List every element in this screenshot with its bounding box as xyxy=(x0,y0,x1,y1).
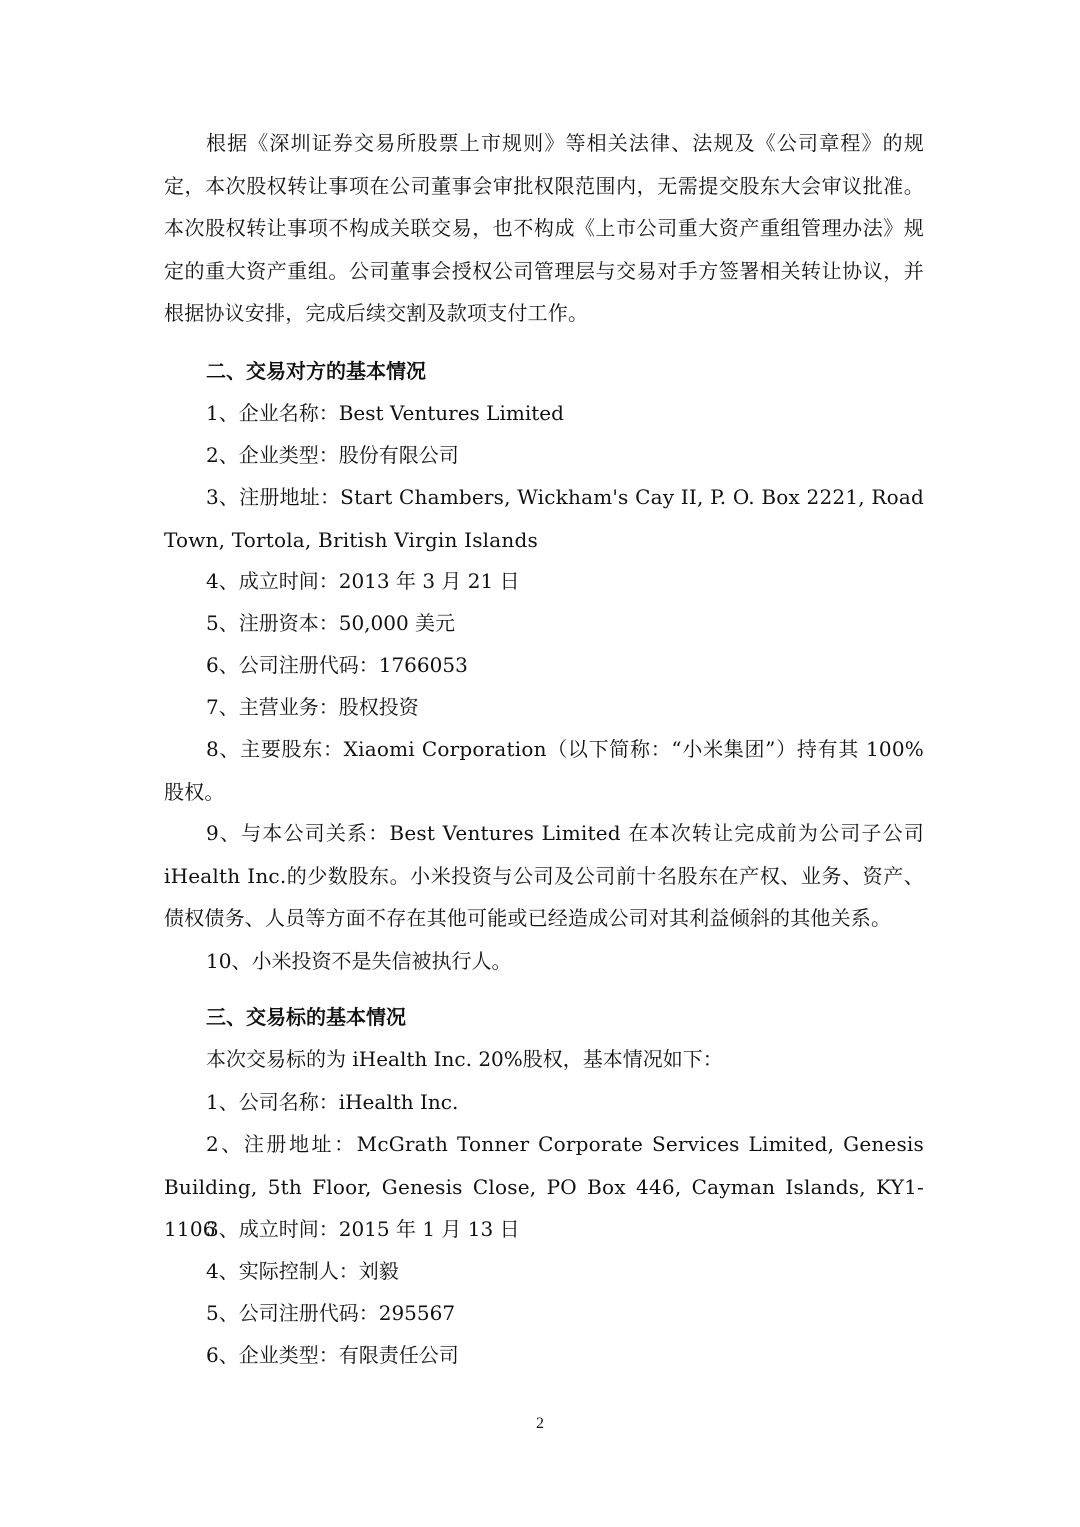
section-3-intro: 本次交易标的为 iHealth Inc. 20%股权，基本情况如下： xyxy=(206,1047,723,1071)
section-2-item-9: 9、与本公司关系：Best Ventures Limited 在本次转让完成前为公司子公司 iHealth Inc.的少数股东。小米投资与公司及公司前十名股东在产权、业务、资产、债权债务、人员等方面不存在其他可能或已经造成公司对其利益倾斜的其他关系。 xyxy=(164,821,924,930)
section-2-item-4: 4、成立时间：2013 年 3 月 21 日 xyxy=(206,569,520,593)
section-3-item-6: 6、企业类型：有限责任公司 xyxy=(206,1343,459,1367)
section-2-item-6: 6、公司注册代码：1766053 xyxy=(206,653,468,677)
section-3-item-4: 4、实际控制人：刘毅 xyxy=(206,1259,399,1283)
section-3-item-2: 2、注册地址：McGrath Tonner Corporate Services Limited, Genesis Building, 5th Floor, Genesis Close, PO Box 446, Cayman Islands, KY1-1106 xyxy=(164,1132,924,1241)
section-3-heading: 三、交易标的基本情况 xyxy=(206,1005,406,1029)
section-2-item-7: 7、主营业务：股权投资 xyxy=(206,695,419,719)
section-2-heading: 二、交易对方的基本情况 xyxy=(206,359,426,383)
section-2-item-5: 5、注册资本：50,000 美元 xyxy=(206,611,456,635)
page-number: 2 xyxy=(536,1415,544,1432)
section-2-item-3: 3、注册地址：Start Chambers, Wickham's Cay II, P. O. Box 2221, Road Town, Tortola, British Virgin Islands xyxy=(164,485,924,552)
section-3-item-5: 5、公司注册代码：295567 xyxy=(206,1301,456,1325)
section-2-item-2: 2、企业类型：股份有限公司 xyxy=(206,443,459,467)
section-3-item-1: 1、公司名称：iHealth Inc. xyxy=(206,1090,459,1114)
section-2-item-1: 1、企业名称：Best Ventures Limited xyxy=(206,401,564,425)
intro-paragraph: 根据《深圳证券交易所股票上市规则》等相关法律、法规及《公司章程》的规定，本次股权转让事项在公司董事会审批权限范围内，无需提交股东大会审议批准。本次股权转让事项不构成关联交易，也不构成《上市公司重大资产重组管理办法》规定的重大资产重组。公司董事会授权公司管理层与交易对手方签署相关转让协议，并根据协议安排，完成后续交割及款项支付工作。 xyxy=(164,131,924,325)
section-2-item-8: 8、主要股东：Xiaomi Corporation（以下简称：“小米集团”）持有其 100%股权。 xyxy=(164,737,924,804)
section-3-item-3: 3、成立时间：2015 年 1 月 13 日 xyxy=(206,1217,520,1241)
section-2-item-10: 10、小米投资不是失信被执行人。 xyxy=(206,949,512,973)
